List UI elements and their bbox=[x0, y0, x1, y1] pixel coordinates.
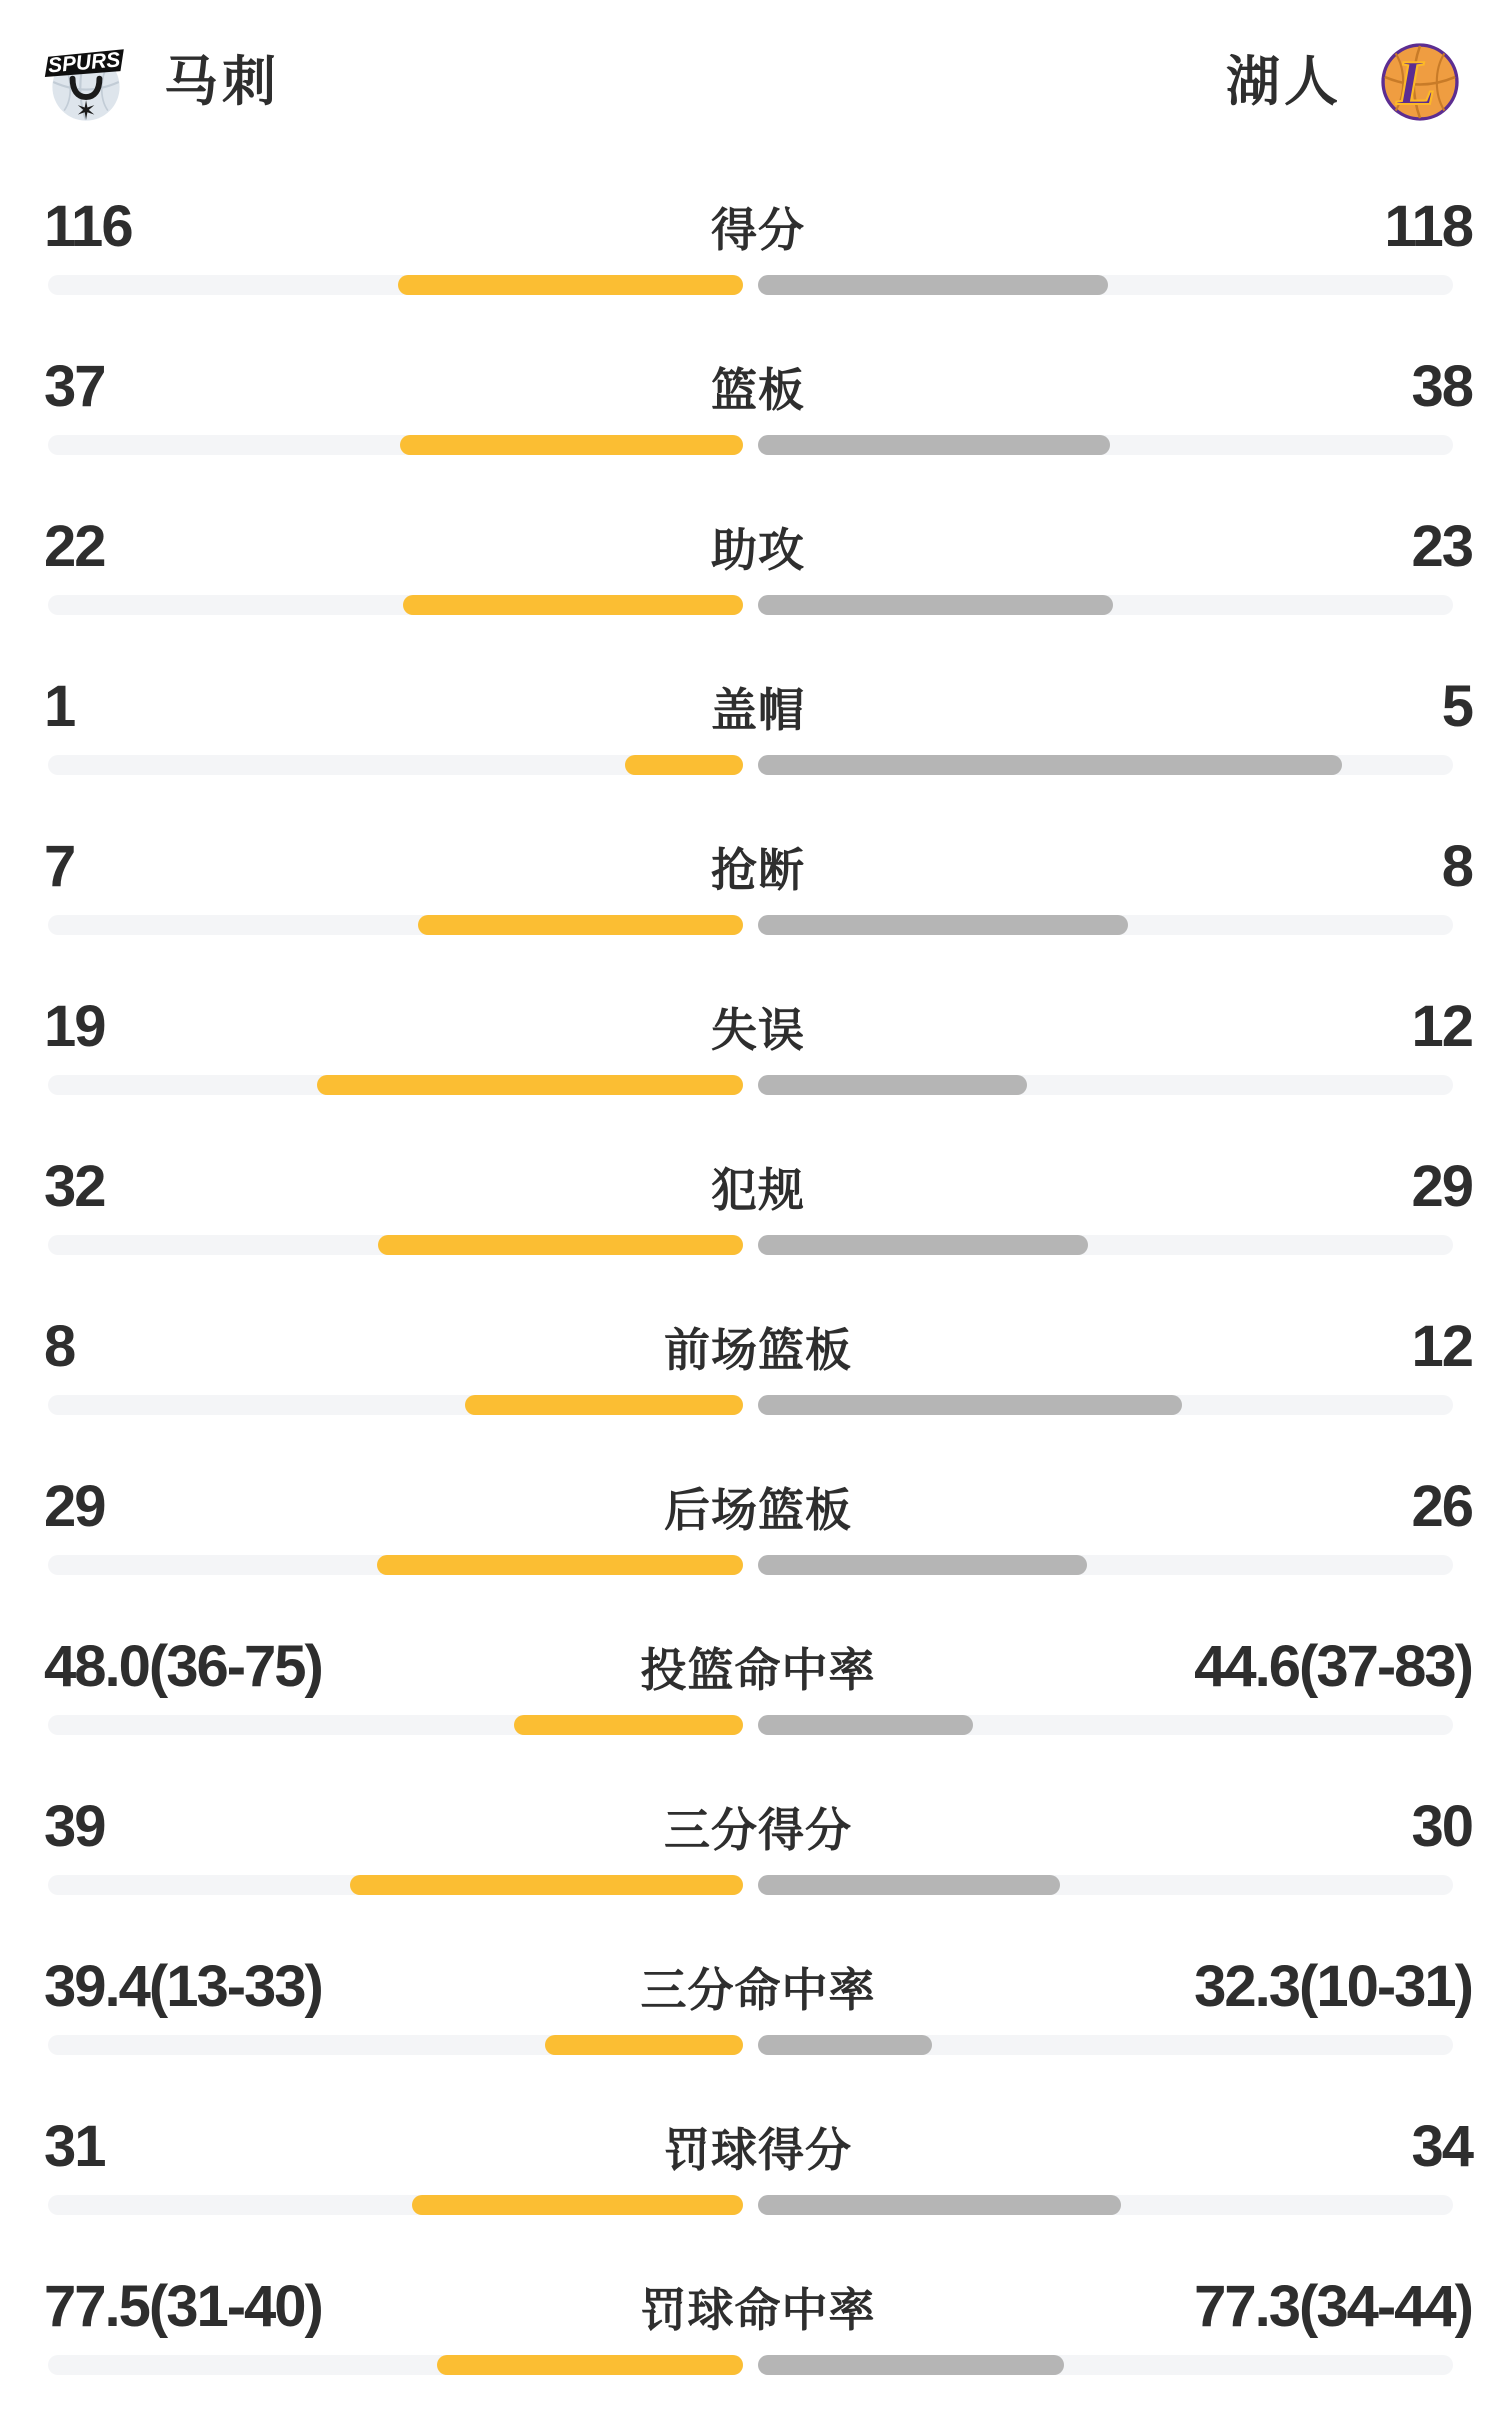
stat-bars bbox=[48, 755, 1453, 775]
stat-bars bbox=[48, 435, 1453, 455]
stat-bars bbox=[48, 595, 1453, 615]
stat-right-bar bbox=[758, 435, 1110, 455]
stat-left-bar bbox=[625, 755, 743, 775]
stat-bars bbox=[48, 2035, 1453, 2055]
stat-left-bar bbox=[378, 1235, 743, 1255]
stat-left-value: 77.5(31-40) bbox=[44, 2274, 322, 2339]
stat-left-value: 29 bbox=[44, 1474, 105, 1539]
stat-label: 盖帽 bbox=[711, 684, 805, 736]
stat-bars bbox=[48, 1235, 1453, 1255]
stat-right-bar bbox=[758, 915, 1128, 935]
match-header bbox=[0, 0, 1500, 124]
stat-bars bbox=[48, 1555, 1453, 1575]
bar-center-gap bbox=[743, 2195, 758, 2215]
stat-right-value: 30 bbox=[1411, 1794, 1472, 1859]
stat-row bbox=[0, 676, 1500, 836]
stat-label: 三分命中率 bbox=[640, 1964, 876, 2016]
stat-bars bbox=[48, 2195, 1453, 2215]
stat-label: 三分得分 bbox=[664, 1804, 852, 1856]
stat-right-bar bbox=[758, 1395, 1182, 1415]
stat-right-value: 23 bbox=[1411, 514, 1472, 579]
stat-left-bar bbox=[545, 2035, 743, 2055]
stat-label: 篮板 bbox=[711, 364, 805, 416]
bar-center-gap bbox=[743, 2035, 758, 2055]
stat-label: 抢断 bbox=[711, 844, 805, 896]
stat-bars bbox=[48, 915, 1453, 935]
team-left-name: 马刺 bbox=[164, 52, 280, 112]
spurs-logo-wordmark: SPURS bbox=[47, 48, 122, 78]
stat-left-value: 31 bbox=[44, 2114, 105, 2179]
stat-row bbox=[0, 1796, 1500, 1956]
stat-left-bar bbox=[317, 1075, 743, 1095]
stat-row bbox=[0, 996, 1500, 1156]
bar-center-gap bbox=[743, 1395, 758, 1415]
bar-center-gap bbox=[743, 755, 758, 775]
stat-left-bar bbox=[403, 595, 743, 615]
stat-right-bar bbox=[758, 1555, 1087, 1575]
stat-right-bar bbox=[758, 1715, 973, 1735]
bar-center-gap bbox=[743, 275, 758, 295]
stat-left-value: 39 bbox=[44, 1794, 105, 1859]
stat-right-value: 8 bbox=[1441, 834, 1472, 899]
stat-label: 犯规 bbox=[711, 1164, 805, 1216]
svg-text:✶: ✶ bbox=[75, 96, 97, 124]
stat-left-bar bbox=[398, 275, 743, 295]
stat-bars bbox=[48, 1875, 1453, 1895]
stat-row bbox=[0, 1156, 1500, 1316]
stat-right-bar bbox=[758, 595, 1113, 615]
bar-center-gap bbox=[743, 1235, 758, 1255]
team-right[interactable] bbox=[1226, 40, 1462, 124]
stat-right-value: 29 bbox=[1411, 1154, 1472, 1219]
bar-center-gap bbox=[743, 435, 758, 455]
stat-row bbox=[0, 516, 1500, 676]
stat-bars bbox=[48, 1395, 1453, 1415]
stat-row bbox=[0, 1956, 1500, 2116]
stat-left-value: 19 bbox=[44, 994, 105, 1059]
spurs-logo-icon bbox=[44, 40, 128, 124]
stat-left-bar bbox=[377, 1555, 743, 1575]
stat-label: 后场篮板 bbox=[664, 1484, 852, 1536]
stat-left-value: 37 bbox=[44, 354, 105, 419]
stat-bars bbox=[48, 2355, 1453, 2375]
stat-right-value: 12 bbox=[1411, 1314, 1472, 1379]
stat-left-bar bbox=[412, 2195, 744, 2215]
stat-left-value: 7 bbox=[44, 834, 75, 899]
stat-row bbox=[0, 2276, 1500, 2436]
bar-center-gap bbox=[743, 2355, 758, 2375]
stat-right-bar bbox=[758, 1075, 1027, 1095]
stat-right-value: 12 bbox=[1411, 994, 1472, 1059]
stat-left-value: 116 bbox=[44, 194, 132, 259]
stat-right-value: 26 bbox=[1411, 1474, 1472, 1539]
stat-bars bbox=[48, 1075, 1453, 1095]
stat-left-bar bbox=[437, 2355, 743, 2375]
lakers-logo-icon bbox=[1378, 40, 1462, 124]
stat-bars bbox=[48, 1715, 1453, 1735]
stat-row bbox=[0, 1316, 1500, 1476]
stat-row bbox=[0, 2116, 1500, 2276]
stat-right-value: 38 bbox=[1411, 354, 1472, 419]
stat-right-bar bbox=[758, 1875, 1060, 1895]
stat-bars bbox=[48, 275, 1453, 295]
stat-right-bar bbox=[758, 755, 1342, 775]
team-left[interactable] bbox=[44, 40, 280, 124]
stat-left-value: 22 bbox=[44, 514, 105, 579]
stat-right-bar bbox=[758, 1235, 1088, 1255]
stat-right-value: 5 bbox=[1441, 674, 1472, 739]
stat-right-value: 34 bbox=[1411, 2114, 1472, 2179]
stat-left-value: 32 bbox=[44, 1154, 105, 1219]
stat-right-value: 32.3(10-31) bbox=[1194, 1954, 1472, 2019]
stat-left-bar bbox=[350, 1875, 743, 1895]
stats-list bbox=[0, 196, 1500, 2436]
stat-right-value: 77.3(34-44) bbox=[1194, 2274, 1472, 2339]
stat-right-bar bbox=[758, 2195, 1121, 2215]
bar-center-gap bbox=[743, 1715, 758, 1735]
stat-label: 得分 bbox=[711, 204, 805, 256]
stat-right-value: 118 bbox=[1384, 194, 1472, 259]
team-right-name: 湖人 bbox=[1226, 52, 1342, 112]
stat-row bbox=[0, 1636, 1500, 1796]
stat-right-value: 44.6(37-83) bbox=[1194, 1634, 1472, 1699]
stat-left-bar bbox=[514, 1715, 743, 1735]
stat-label: 罚球命中率 bbox=[640, 2284, 876, 2336]
stat-left-bar bbox=[418, 915, 743, 935]
stat-right-bar bbox=[758, 275, 1108, 295]
stat-label: 助攻 bbox=[711, 524, 805, 576]
stat-right-bar bbox=[758, 2355, 1064, 2375]
bar-center-gap bbox=[743, 1075, 758, 1095]
bar-center-gap bbox=[743, 1555, 758, 1575]
stat-left-value: 48.0(36-75) bbox=[44, 1634, 322, 1699]
stat-left-bar bbox=[465, 1395, 743, 1415]
bar-center-gap bbox=[743, 1875, 758, 1895]
bar-center-gap bbox=[743, 915, 758, 935]
stat-label: 前场篮板 bbox=[664, 1324, 852, 1376]
stat-left-value: 8 bbox=[44, 1314, 75, 1379]
stat-left-bar bbox=[400, 435, 743, 455]
stat-right-bar bbox=[758, 2035, 932, 2055]
stat-left-value: 1 bbox=[44, 674, 75, 739]
lakers-logo-letter: L bbox=[1396, 46, 1436, 118]
stat-label: 投篮命中率 bbox=[640, 1644, 876, 1696]
stat-label: 罚球得分 bbox=[664, 2124, 852, 2176]
stat-row bbox=[0, 836, 1500, 996]
stat-row bbox=[0, 1476, 1500, 1636]
stat-left-value: 39.4(13-33) bbox=[44, 1954, 322, 2019]
bar-center-gap bbox=[743, 595, 758, 615]
stat-row bbox=[0, 196, 1500, 356]
stat-label: 失误 bbox=[711, 1004, 805, 1056]
stat-row bbox=[0, 356, 1500, 516]
